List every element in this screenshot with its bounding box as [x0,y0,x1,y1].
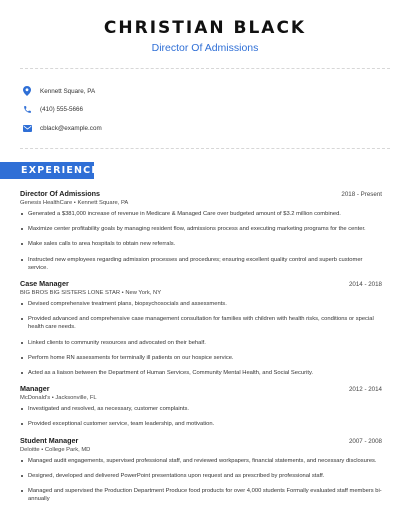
job-bullets [20,405,382,428]
phone-text: (410) 555-5666 [40,106,84,113]
job-header [20,279,382,289]
location-text: Kennett Square, PA [40,87,96,95]
contact-email [22,119,382,137]
job-entry [20,436,382,504]
job-entry [20,384,382,428]
job-bullet: Managed audit engagements, supervised professional staff, and reviewed workpapers, financial statements, and necessary disclosures. [20,457,382,465]
email-text: cblack@example.com [40,124,102,132]
job-header [20,384,382,394]
job-dates: 2007 - 2008 [348,437,382,445]
job-company: McDonald's • Jacksonville, FL [20,395,97,402]
job-header [20,436,382,446]
candidate-name: CHRISTIAN BLACK [103,18,307,38]
job-dates: 2012 - 2014 [348,386,382,394]
job-title: Director Of Admissions [20,189,101,198]
contact-info [22,82,382,138]
job-dates: 2014 - 2018 [348,281,382,289]
job-bullet: Maximize center profitability goals by managing resident flow, admissions process and executing marketing programs for the center. [20,225,382,233]
job-dates: 2018 - Present [341,191,382,198]
job-company: Deloitte • College Park, MD [20,446,91,453]
job-bullet: Make sales calls to area hospitals to obtain new referrals. [20,240,382,248]
job-bullet: Devised comprehensive treatment plans, biopsychosocials and assessments. [20,300,382,308]
divider [20,148,390,149]
job-bullets [20,210,382,272]
job-bullets [20,300,382,377]
experience-heading: EXPERIENCE [0,162,94,179]
contact-phone [22,101,382,119]
job-title: Student Manager [20,435,79,445]
job-bullet: Generated a $381,000 increase of revenue in Medicare & Managed Care over budgeted amount of $3.2 million combined. [20,210,382,218]
contact-location [22,82,382,100]
job-bullet: Designed, developed and delivered PowerPoint presentations upon request and as prescribed by professional staff. [20,472,382,480]
job-bullet: Provided advanced and comprehensive case management consultation for families with children with health risks, conditions or special health care needs. [20,315,382,331]
phone-icon [22,105,32,115]
job-bullet: Managed and supervised the Production Department Produce food products for over 4,000 students Formally evaluated staff members bi-annually [20,487,382,503]
job-company: BIG BROS BIG SISTERS LONE STAR • New York, NY [20,290,162,297]
job-bullets [20,457,382,504]
job-bullet: Acted as a liaison between the Department of Human Services, Community Mental Health, and Social Security. [20,369,382,377]
job-bullet: Instructed new employees regarding admission processes and procedures; ensuring excellent quality control and superb customer service. [20,256,382,272]
candidate-title: Director Of Admissions [151,42,259,54]
job-title: Manager [20,384,50,394]
job-bullet: Investigated and resolved, as necessary, customer complaints. [20,405,382,413]
experience-list [20,189,382,510]
job-bullet: Linked clients to community resources and advocated on their behalf. [20,339,382,347]
mail-icon [22,123,32,133]
job-bullet: Provided exceptional customer service, team leadership, and motivation. [20,420,382,428]
job-entry [20,279,382,377]
map-pin-icon [22,86,32,96]
job-title: Case Manager [20,279,69,289]
divider [20,68,390,69]
job-header [20,189,382,199]
job-bullet: Perform home RN assessments for terminally ill patients on our hospice service. [20,354,382,362]
job-entry [20,189,382,272]
job-company: Genesis HealthCare • Kennett Square, PA [20,200,129,206]
resume-header [0,18,410,54]
